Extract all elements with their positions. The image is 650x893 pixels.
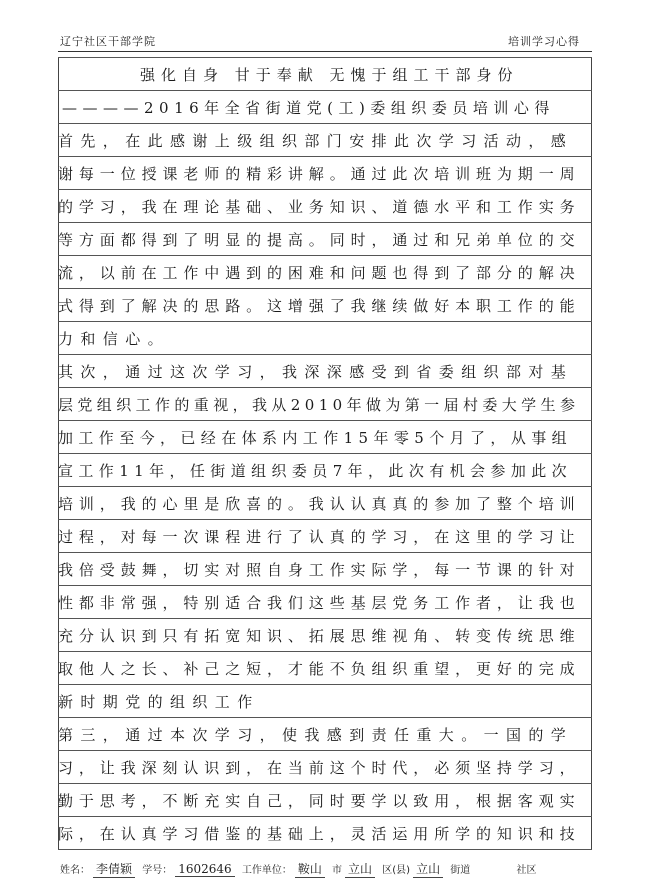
handwritten-line [58, 422, 592, 452]
handwritten-line [58, 653, 592, 683]
ruled-line [58, 387, 592, 388]
footer-info [60, 860, 600, 878]
header-left: 辽宁社区干部学院 [60, 35, 156, 48]
line-text: 充分认识到只有拓宽知识、拓展思维视角、转变传统思维 [58, 626, 581, 645]
line-text: 其次，通过这次学习，我深深感受到省委组织部对基 [58, 362, 574, 381]
line-text: 力和信心。 [58, 329, 171, 348]
handwritten-line [58, 488, 592, 518]
handwritten-line [58, 158, 592, 188]
ruled-line [58, 321, 592, 322]
ruled-line [58, 684, 592, 685]
ruled-line [58, 783, 592, 784]
name-label: 姓名： [60, 865, 90, 876]
line-text: 我倍受鼓舞，切实对照自身工作实际学，每一节课的针对 [58, 560, 581, 579]
id-label: 学号： [142, 865, 173, 876]
community-label: 社区 [516, 865, 537, 876]
line-text: 式得到了解决的思路。这增强了我继续做好本职工作的能 [58, 296, 581, 315]
id-value: 1602646 [175, 862, 234, 877]
ruled-line [58, 849, 592, 850]
handwritten-line [58, 785, 592, 815]
line-text: 取他人之长、补己之短，才能不负组织重望，更好的完成 [58, 659, 581, 678]
line-text: 培训，我的心里是欣喜的。我认认真真的参加了整个培训 [58, 494, 581, 513]
ruled-line [58, 354, 592, 355]
ruled-line [58, 189, 592, 190]
handwritten-line [58, 92, 592, 122]
line-text: 新时期党的组织工作 [58, 692, 260, 711]
ruled-line [58, 585, 592, 586]
line-text: 首先，在此感谢上级组织部门安排此次学习活动，感 [58, 131, 574, 150]
handwritten-line [58, 290, 592, 320]
ruled-line [58, 750, 592, 751]
handwritten-line [58, 587, 592, 617]
ruled-line [58, 618, 592, 619]
district-label: 区(县) [382, 865, 411, 876]
essay-title: 强化自身 甘于奉献 无愧于组工干部身份 [140, 65, 519, 84]
ruled-line [58, 57, 592, 58]
handwritten-line [58, 554, 592, 584]
handwritten-line [58, 620, 592, 650]
handwritten-line [58, 389, 592, 419]
line-text: 勤于思考，不断充实自己，同时要学以致用，根据客观实 [58, 791, 581, 810]
ruled-line [58, 288, 592, 289]
lined-writing-sheet [58, 57, 592, 849]
header-right: 培训学习心得 [508, 35, 580, 48]
line-text: 层党组织工作的重视，我从2010年做为第一届村委大学生参 [58, 395, 580, 414]
ruled-line [58, 651, 592, 652]
handwritten-line [58, 818, 592, 848]
line-text: 加工作至今，已经在体系内工作15年零5个月了，从事组 [58, 428, 573, 447]
name-value: 李倩颖 [93, 860, 135, 878]
line-text: 宣工作11年，任街道组织委员7年，此次有机会参加此次 [58, 461, 573, 480]
ruled-line [58, 519, 592, 520]
handwritten-line [58, 719, 592, 749]
essay-title-row [58, 59, 592, 89]
ruled-line [58, 552, 592, 553]
line-text: 性都非常强，特别适合我们这些基层党务工作者，让我也 [58, 593, 581, 612]
ruled-line [58, 453, 592, 454]
ruled-line [58, 255, 592, 256]
line-text: 谢每一位授课老师的精彩讲解。通过此次培训班为期一周 [58, 164, 581, 183]
handwritten-line [58, 224, 592, 254]
ruled-line [58, 420, 592, 421]
handwritten-line [58, 752, 592, 782]
line-text: 第三，通过本次学习，使我感到责任重大。一国的学 [58, 725, 574, 744]
handwritten-line [58, 521, 592, 551]
ruled-line [58, 90, 592, 91]
handwritten-line [58, 455, 592, 485]
ruled-line [58, 717, 592, 718]
ruled-line [58, 156, 592, 157]
header-rule [58, 51, 592, 52]
handwritten-line [58, 191, 592, 221]
city-label: 市 [332, 865, 343, 876]
street-label: 街道 [450, 865, 471, 876]
line-text: 习，让我深刻认识到，在当前这个时代，必须坚持学习， [58, 758, 581, 777]
handwritten-line [58, 323, 592, 353]
district-value: 立山 [345, 860, 375, 878]
line-text: 流，以前在工作中遇到的困难和问题也得到了部分的解决 [58, 263, 581, 282]
ruled-line [58, 123, 592, 124]
line-text: 等方面都得到了明显的提高。同时，通过和兄弟单位的交 [58, 230, 581, 249]
unit-label: 工作单位： [241, 865, 292, 876]
ruled-line [58, 486, 592, 487]
ruled-line [58, 816, 592, 817]
handwritten-line [58, 686, 592, 716]
handwritten-line [58, 356, 592, 386]
line-text: 的学习，我在理论基础、业务知识、道德水平和工作实务 [58, 197, 581, 216]
handwritten-line [58, 125, 592, 155]
street-value: 立山 [413, 860, 443, 878]
handwritten-line [58, 257, 592, 287]
line-text: 际，在认真学习借鉴的基础上，灵活运用所学的知识和技 [58, 824, 581, 843]
essay-subtitle: ————2016年全省街道党(工)委组织委员培训心得 [62, 98, 555, 117]
line-text: 过程，对每一次课程进行了认真的学习，在这里的学习让 [58, 527, 581, 546]
city-value: 鞍山 [295, 860, 325, 878]
ruled-line [58, 222, 592, 223]
